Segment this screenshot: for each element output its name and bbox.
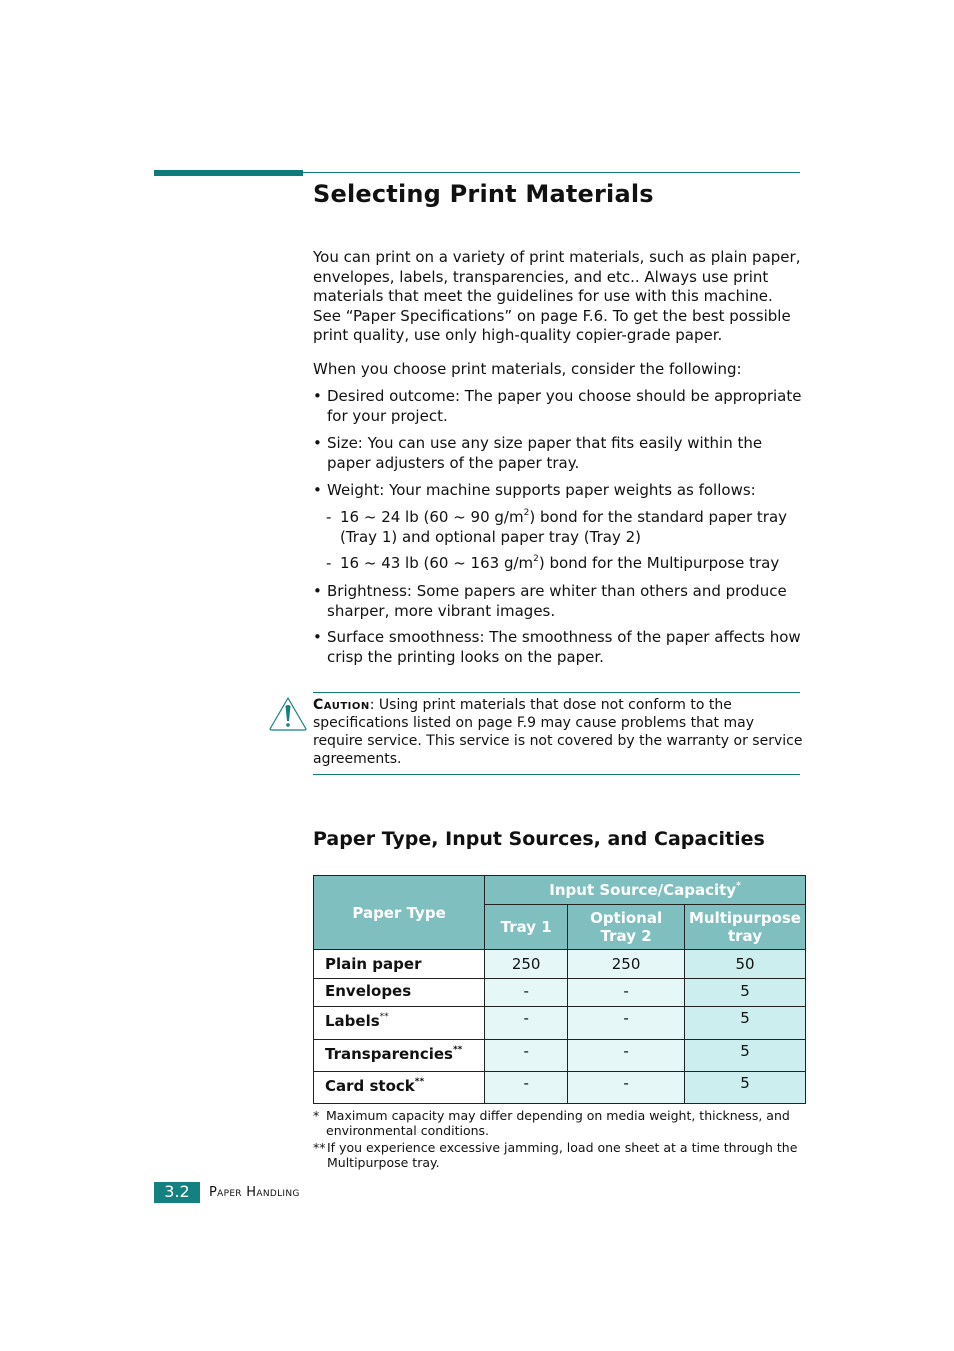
bullet-desired-outcome: • Desired outcome: The paper you choose should be appropriate for your project. [313, 387, 802, 425]
weight-multipurpose-tray: - 16 ~ 43 lb (60 ~ 163 $g/m^2$) bond for the Multipurpose tray [326, 554, 780, 572]
caution-note: Caution: Using print materials that dose not conform to the specifications listed on page F.9 may cause problems that may require service. This service is not covered by the warranty or service agreements. [313, 697, 803, 767]
intro-paragraph: You can print on a variety of print materials, such as plain paper, envelopes, labels, transparencies, and etc.. Always use print materials that meet the guidelines for use with this machine. See “Paper Specifications” on page F.6. To get the best possible print quality, use only high-quality copier-grade paper. [313, 248, 801, 344]
footnote-jamming: ** If you experience excessive jamming, load one sheet at a time through the Multipurpose tray. [313, 1140, 798, 1170]
table-row: Labels** - - 5 [314, 1007, 806, 1040]
header-paper-type: Paper Type [314, 876, 485, 950]
caution-rule-bottom [313, 774, 800, 775]
weight-standard-tray: - 16 ~ 24 lb (60 ~ 90 $g/m^2$) bond for the standard paper tray (Tray 1) and optional paper tray (Tray 2) [326, 508, 788, 546]
header-rule-thin [303, 172, 800, 173]
caution-rule-top [313, 692, 800, 693]
footnote-capacity: * Maximum capacity may differ depending on media weight, thickness, and environmental conditions. [313, 1108, 790, 1138]
table-row: Envelopes - - 5 [314, 979, 806, 1007]
warning-triangle-icon [268, 696, 308, 732]
bullet-weight: • Weight: Your machine supports paper weights as follows: [313, 481, 756, 499]
table-row: Plain paper 250 250 50 [314, 950, 806, 979]
section-name: Paper Handling [209, 1185, 300, 1200]
page-title: Selecting Print Materials [313, 180, 654, 208]
intro-lead: When you choose print materials, consider the following: [313, 360, 742, 378]
capacity-table [313, 875, 806, 1104]
caution-label: Caution [313, 697, 370, 713]
table-row: Transparencies** - - 5 [314, 1040, 806, 1072]
header-input-source: Input Source/Capacity* [485, 876, 806, 905]
bullet-brightness: • Brightness: Some papers are whiter than others and produce sharper, more vibrant images. [313, 582, 787, 620]
header-multipurpose: Multipurpose tray [684, 905, 805, 950]
bullet-size: • Size: You can use any size paper that fits easily within the paper adjusters of the paper tray. [313, 434, 763, 472]
page-number: 3.2 [154, 1182, 200, 1203]
table-row: Card stock** - - 5 [314, 1072, 806, 1104]
bullet-smoothness: • Surface smoothness: The smoothness of the paper affects how crisp the printing looks on the paper. [313, 628, 801, 666]
header-tray2: Optional Tray 2 [568, 905, 685, 950]
section-title: Paper Type, Input Sources, and Capacities [313, 828, 765, 850]
header-rule-thick [154, 170, 303, 176]
header-tray1: Tray 1 [485, 905, 568, 950]
